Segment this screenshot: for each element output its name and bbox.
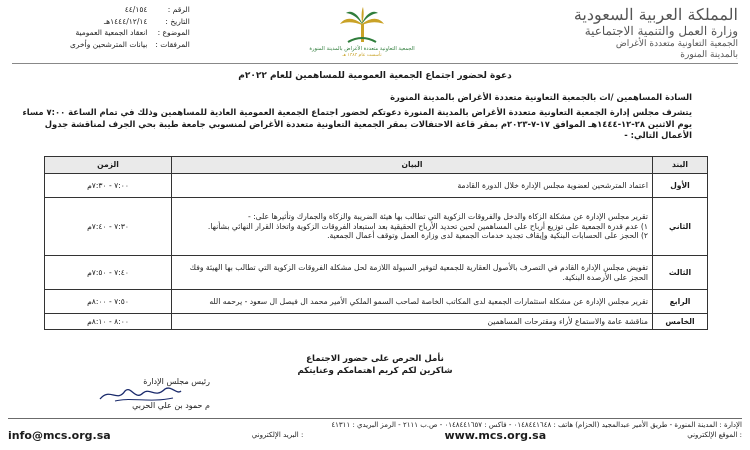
kingdom-name: المملكة العربية السعودية xyxy=(573,5,738,24)
agenda-item-number: الرابع xyxy=(653,290,708,314)
attachments-value: بيانات المترشحين وأخرى xyxy=(70,39,148,49)
invitation-greeting: السادة المساهمين /ات بالجمعية التعاونية متعددة الأغراض بالمدينة المنورة xyxy=(390,92,692,102)
ministry-name: وزارة العمل والتنمية الاجتماعية xyxy=(584,24,738,38)
attachments-label: المرفقات : xyxy=(155,39,190,49)
footer-website[interactable]: www.mcs.org.sa xyxy=(444,428,547,442)
ref-number-row xyxy=(70,4,190,16)
agenda-item-time: ٧:٤٠ - ٧:٥٠م xyxy=(45,256,172,290)
agenda-table xyxy=(44,156,708,330)
attachments-row xyxy=(70,39,190,51)
footer-divider xyxy=(8,418,742,419)
table-row xyxy=(45,198,708,256)
agenda-item-time: ٨:٠٠ - ٨:١٠م xyxy=(45,314,172,330)
closing-block xyxy=(0,353,750,377)
footer-email[interactable]: info@mcs.org.sa xyxy=(8,428,111,442)
ref-number-value: ٤٤/١٥٤ xyxy=(124,5,148,14)
invitation-title: دعوة لحضور اجتماع الجمعية العمومية للمساهمين للعام ٢٠٢٢م xyxy=(238,71,512,81)
table-row xyxy=(45,314,708,330)
agenda-statement-line: ٢) الحجز على الحسابات البنكية وإيقاف تجديد خدمات الجمعية لدى وزارة العمل وتوقف أعمال الجمعية. xyxy=(327,231,648,241)
subject-row xyxy=(70,27,190,39)
association-city: بالمدينة المنورة xyxy=(680,50,738,60)
subject-label: الموضوع : xyxy=(157,28,190,37)
reference-block xyxy=(70,4,190,50)
agenda-item-time: ٧:٣٠ - ٧:٤٠م xyxy=(45,198,172,256)
signatory-name: م حمود بن علي الحربي xyxy=(132,401,210,410)
agenda-statement-line: ١) عدم قدرة الجمعية على توزيع أرباح على المساهمين لحين تحديد الأرباح الحقيقية بعد استبعاد الفروقات الزكوية واتخاذ القرار النهائي بشأنها. xyxy=(207,221,648,231)
agenda-item-number: الثالث xyxy=(653,256,708,290)
table-row xyxy=(45,174,708,198)
subject-value: انعقاد الجمعية العمومية xyxy=(75,28,148,37)
footer-email-label: البريد الإلكتروني : xyxy=(251,430,304,439)
agenda-item-number: الخامس xyxy=(653,314,708,330)
footer-address: الإدارة : المدينة المنورة - طريق الأمير عبدالمجيد (الحزام) هاتف : ٠١٤٨٤٤١٦٤٨ - فاكس : ٠١٤٨٤٤١٦٥٧ - ص.ب ٢١١١ - الرمز البريدي : ٤١٣١١ xyxy=(331,421,742,429)
header-item: البند xyxy=(653,157,708,174)
signatory-title: رئيس مجلس الإدارة xyxy=(143,377,210,386)
palm-tree-icon xyxy=(340,7,384,42)
agenda-item-time: ٧:٠٠ - ٧:٣٠م xyxy=(45,174,172,198)
header-statement: البيان xyxy=(172,157,653,174)
association-name: الجمعية التعاونية متعددة الأغراض xyxy=(615,39,738,49)
date-value: ١٤٤٤/١٢/١٤هـ xyxy=(103,16,148,26)
date-label: التاريخ : xyxy=(165,16,190,26)
agenda-item-statement xyxy=(172,198,653,256)
footer-contact-row xyxy=(8,428,742,442)
kingdom-header xyxy=(574,6,738,61)
agenda-item-statement: تفويض مجلس الإدارة القادم في التصرف بالأصول العقارية للجمعية لتوفير السيولة اللازمة لحل مشكلة الفروقات الزكوية التي تطالب بها الهيئة وفك الحجز على الأرصدة البنكية. xyxy=(172,256,653,290)
association-logo xyxy=(230,4,420,58)
agenda-item-time: ٧:٥٠ - ٨:٠٠م xyxy=(45,290,172,314)
date-row xyxy=(70,16,190,28)
ref-number-label: الرقم : xyxy=(167,5,190,14)
table-row xyxy=(45,256,708,290)
closing-line-2: شاكرين لكم كريم اهتمامكم وعنايتكم xyxy=(297,366,453,376)
footer xyxy=(8,421,742,440)
agenda-header-row xyxy=(45,157,708,174)
agenda-item-number: الأول xyxy=(653,174,708,198)
invitation-paragraph: يتشرف مجلس إدارة الجمعية التعاونية متعددة الأغراض بالمدينة المنورة دعوتكم لحضور اجتماع الجمعية العمومية العادية للمساهمين وذلك في تمام الساعة ٧:٠٠ مساء يوم الاثنين ٢٨-١٢-١٤٤٤هـ الموافق ١٧-٧-٢٠٢٣م بمقر قاعة الاحتفالات بمقر الجمعية التعاونية متعددة الأغراض لمنسوبي جامعة طيبة بحي الجرف لمناقشة جدول الأعمال التالي: - xyxy=(22,107,692,140)
header-divider xyxy=(12,63,738,64)
handwritten-signature xyxy=(95,383,185,405)
closing-line-1: نأمل الحرص على حضور الاجتماع xyxy=(306,354,444,364)
footer-website-label: الموقع الإلكتروني : xyxy=(687,430,742,439)
agenda-item-statement: اعتماد المترشحين لعضوية مجلس الإدارة خلال الدورة القادمة xyxy=(172,174,653,198)
header-time: الزمن xyxy=(45,157,172,174)
logo-text: الجمعية التعاونية متعددة الأغراض بالمدينة المنورة xyxy=(309,46,415,52)
agenda-item-number: الثاني xyxy=(653,198,708,256)
agenda-item-statement: مناقشة عامة والاستماع لأراء ومقترحات المساهمين xyxy=(172,314,653,330)
agenda-item-statement: تقرير مجلس الإدارة عن مشكلة استثمارات الجمعية لدى المكاتب الخاصة لصاحب السمو الملكي الأمير محمد ال فيصل ال سعود - يرحمه الله xyxy=(172,290,653,314)
table-row xyxy=(45,290,708,314)
agenda-statement-line: تقرير مجلس الإدارة عن مشكلة الزكاة والدخل والفروقات الزكوية التي تطالب بها هيئة الضريبة والزكاة والجمارك وتأثيرها على: - xyxy=(247,212,648,222)
logo-subtext: تأسست عام ١٣٨٣ هـ xyxy=(342,53,382,58)
